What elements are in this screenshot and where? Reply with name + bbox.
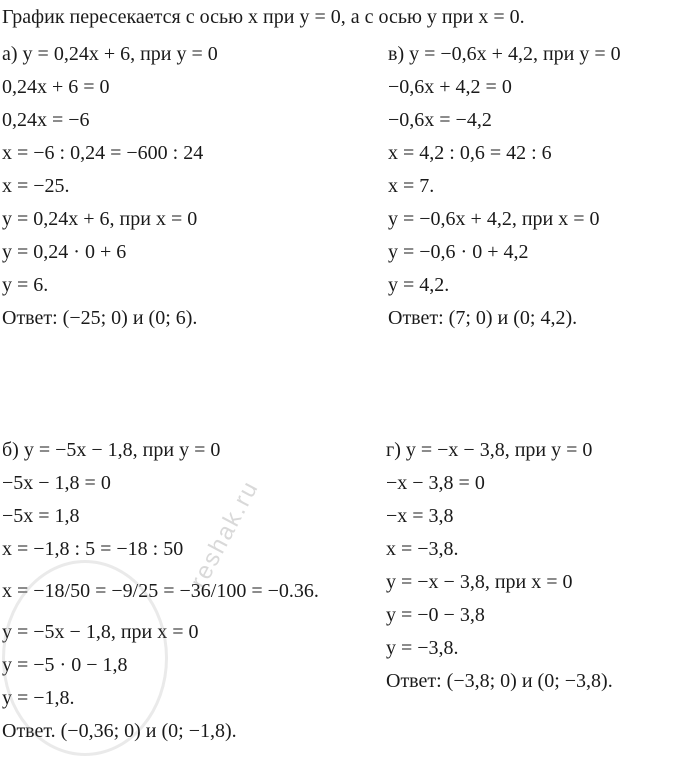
solution-b-line: −5x = 1,8: [2, 505, 80, 527]
solution-v-answer: Ответ: (7; 0) и (0; 4,2).: [388, 307, 578, 329]
solution-g-line: y = −x − 3,8, при x = 0: [386, 571, 573, 593]
solution-v-line: y = −0,6 · 0 + 4,2: [388, 241, 529, 263]
solution-v-line: −0,6x + 4,2 = 0: [388, 76, 512, 98]
solution-v-line: −0,6x = −4,2: [388, 109, 492, 131]
solution-a: [2, 38, 332, 335]
solution-v-line: y = 4,2.: [388, 274, 450, 296]
solution-a-line: а) y = 0,24x + 6, при y = 0: [2, 43, 218, 65]
solution-b-line: y = −5 · 0 − 1,8: [2, 654, 128, 676]
solution-g: [386, 434, 698, 698]
solution-b-line: x = −1,8 : 5 = −18 : 50: [2, 538, 184, 560]
solution-b-line: y = −5x − 1,8, при x = 0: [2, 621, 199, 643]
solution-a-line: y = 0,24x + 6, при x = 0: [2, 208, 198, 230]
solution-a-line: 0,24x = −6: [2, 109, 90, 131]
problem-heading: График пересекается с осью x при y = 0, а с осью y при x = 0.: [2, 6, 525, 28]
watermark-ring: [2, 560, 168, 756]
solution-v-line: y = −0,6x + 4,2, при x = 0: [388, 208, 600, 230]
watermark: reshak.ru: [185, 475, 265, 593]
solution-a-line: x = −25.: [2, 175, 70, 197]
solution-a-line: y = 0,24 · 0 + 6: [2, 241, 127, 263]
solution-v: [388, 38, 700, 335]
solution-b-line: −5x − 1,8 = 0: [2, 472, 111, 494]
solution-b-fraction-line: x = −18/50 = −9/25 = −36/100 = −0.36.: [2, 580, 319, 602]
solution-b-answer: Ответ. (−0,36; 0) и (0; −1,8).: [2, 720, 237, 742]
solution-g-line: г) y = −x − 3,8, при y = 0: [386, 439, 593, 461]
solution-a-answer: Ответ: (−25; 0) и (0; 6).: [2, 307, 198, 329]
solution-a-line: y = 6.: [2, 274, 49, 296]
solution-g-line: y = −3,8.: [386, 637, 459, 659]
solution-g-answer: Ответ: (−3,8; 0) и (0; −3,8).: [386, 670, 613, 692]
solution-g-line: −x − 3,8 = 0: [386, 472, 485, 494]
solution-g-line: −x = 3,8: [386, 505, 454, 527]
solution-g-line: y = −0 − 3,8: [386, 604, 485, 626]
solution-v-line: x = 4,2 : 0,6 = 42 : 6: [388, 142, 552, 164]
solution-v-line: x = 7.: [388, 175, 435, 197]
solution-v-line: в) y = −0,6x + 4,2, при y = 0: [388, 43, 621, 65]
solution-a-line: 0,24x + 6 = 0: [2, 76, 110, 98]
solution-a-line: x = −6 : 0,24 = −600 : 24: [2, 142, 204, 164]
solution-g-line: x = −3,8.: [386, 538, 459, 560]
solution-b-line: б) y = −5x − 1,8, при y = 0: [2, 439, 221, 461]
solution-b-line: y = −1,8.: [2, 687, 75, 709]
